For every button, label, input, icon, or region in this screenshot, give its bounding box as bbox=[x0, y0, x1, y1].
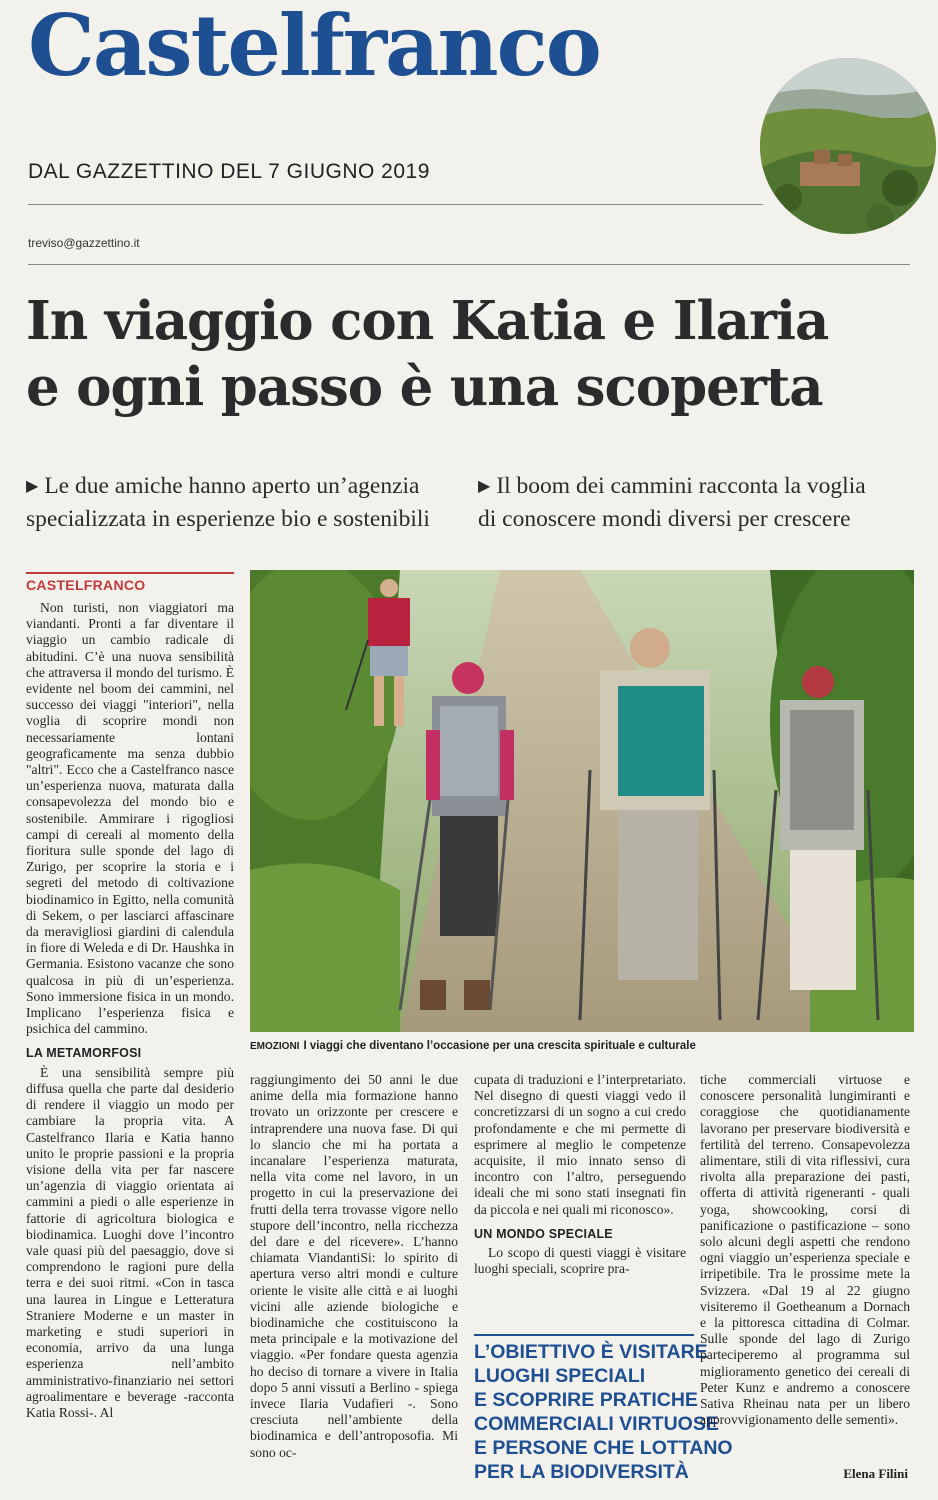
body-column-3 bbox=[474, 1072, 686, 1277]
pull-quote-line: E PERSONE CHE LOTTANO bbox=[474, 1437, 733, 1459]
pull-quote-line: COMMERCIALI VIRTUOSE bbox=[474, 1413, 719, 1435]
contact-email[interactable]: treviso@gazzettino.it bbox=[28, 236, 140, 250]
paragraph: È una sensibilità sempre più diffusa quella che parte dal desiderio di rendere il viaggio un modo per cambiare la propria vita. A Castelfranco Ilaria e Katia hanno unito le proprie passioni e la propria visione della vita per far nascere un’agenzia di viaggio orientata ai cammini a piedi o alle esperienze in fattorie di agricoltura biologica e biodinamica. Luoghi dove l’incontro vale quasi più del paesaggio, dove si comprendono le ragioni pure della terra e dei suoi ritmi. «Con in tasca una laurea in Lingue e Letteratura Straniere Moderne e un master in marketing e studi superiori in economia, arrivo da una lunga esperienza nell’ambito amministrativo-finanziario nei settori agroalimentare e beverage -racconta Katia Rossi-. Al bbox=[26, 1064, 234, 1420]
triangle-right-icon: ▶ bbox=[478, 478, 491, 495]
caption-text: I viaggi che diventano l’occasione per una crescita spirituale e culturale bbox=[303, 1040, 696, 1052]
subhead-left bbox=[26, 470, 466, 535]
body-column-2 bbox=[250, 1072, 458, 1461]
paragraph: Non turisti, non viaggiatori ma viandanti. Pronti a far diventare il viaggio un cambio radicale di abitudini. C’è una nuova sensibilità che attraversa il mondo del turismo. È evidente nel boom dei cammini, nel successo dei viaggi "interiori", nella voglia di scoprire mondi non necessariamente lontani geograficamente ma senza dubbio "altri". Ecco che a Castelfranco nasce un’esperienza nuova, maturata dalla consapevolezza del mondo bio e sostenibile. Ammirare i rigogliosi campi di cereali al momento della fioritura sulle sponde del lago di Zurigo, per scoprire la storia e i segreti del metodo di coltivazione biodinamico in Egitto, nella comunità di Sekem, o per lasciarci affascinare da meravigliosi giardini di calendula in fiore di Weleda e di Dr. Haushka in Germania. Esistono vacanze che sono qualcosa in più di un’esperienza. Sono immersione fisica in un mondo. Implicano l’esperienza fisica e psichica del cammino. bbox=[26, 600, 234, 1037]
subhead-right-line-2: di conoscere mondi diversi per crescere bbox=[478, 506, 851, 532]
pull-quote-line: E SCOPRIRE PRATICHE bbox=[474, 1389, 698, 1411]
triangle-right-icon: ▶ bbox=[26, 478, 39, 495]
photo-caption bbox=[250, 1040, 914, 1052]
body-column-4 bbox=[700, 1072, 910, 1428]
pull-quote bbox=[474, 1334, 733, 1484]
subhead-left-line-2: specializzata in esperienze bio e sostenibili bbox=[26, 506, 430, 532]
divider-header bbox=[28, 264, 910, 265]
paragraph: cupata di traduzioni e l’interpretariato. Nel disegno di questi viaggi vedo il concretizzarsi di un sogno a cui credo profondamente e che mi permette di esprimere al meglio le competenze acquisite, il mio innato senso di incontro con l’altro, perseguendo ideali che mi sono stati insegnati fin da piccola e nei quali mi riconosco». bbox=[474, 1072, 686, 1217]
headline bbox=[26, 288, 916, 420]
subhead-right-line-1: Il boom dei cammini racconta la voglia bbox=[496, 473, 866, 499]
divider-top bbox=[28, 204, 763, 205]
subheading-mondo-speciale: UN MONDO SPECIALE bbox=[474, 1226, 613, 1241]
masthead: Castelfranco bbox=[28, 0, 600, 95]
pull-quote-line: LUOGHI SPECIALI bbox=[474, 1365, 646, 1387]
headline-line-2: e ogni passo è una scoperta bbox=[26, 356, 823, 418]
subheading-metamorfosi: LA METAMORFOSI bbox=[26, 1046, 142, 1061]
headline-line-1: In viaggio con Katia e Ilaria bbox=[26, 290, 829, 352]
pull-quote-line: PER LA BIODIVERSITÀ bbox=[474, 1461, 689, 1483]
paragraph: Lo scopo di questi viaggi è visitare luoghi speciali, scoprire pra- bbox=[474, 1245, 686, 1277]
hikers-illustration bbox=[250, 570, 914, 1032]
paragraph: raggiungimento dei 50 anni le due anime della mia formazione hanno trovato un orizzonte per crescere e intraprendere una nuova fase. Di qui lo slancio che mi ha portata a incanalare l’esperienza maturata, nella vita come nel lavoro, in un progetto in cui la preservazione dei frutti della terra trovasse vigore nello stupore dell’incontro, nella ricchezza del dare e del ricevere». L’hanno chiamata ViandantiSi: lo spirito di apertura verso altri mondi e culture oriente le visite alle città e ai luoghi vicini alle aziende biologiche e biodinamiche che costituiscono la meta principale e la motivazione del viaggio. «Per fondare questa agenzia ho deciso di tornare a vivere in Italia dopo 5 anni vissuti a Berlino - spiega invece Ilaria Vudafieri -. Sono cresciuta nell’ambiente della biodinamica e dell’antroposofia. Mi sono oc- bbox=[250, 1072, 458, 1460]
body-column-1 bbox=[26, 600, 234, 1421]
landscape-illustration bbox=[760, 58, 936, 234]
subhead-left-line-1: Le due amiche hanno aperto un’agenzia bbox=[44, 473, 420, 499]
pull-quote-line: L’OBIETTIVO È VISITARE bbox=[474, 1341, 708, 1363]
hikers-photo bbox=[250, 570, 914, 1032]
paragraph: tiche commerciali virtuose e conoscere personalità lungimiranti e coraggiose che quotidianamente lavorano per preservare biodiversità e fertilità del terreno. Consapevolezza alimentare, stili di vita riflessivi, cura rivolta alla preparazione dei pasti, offerta di attività rigeneranti - quali yoga, showcooking, corsi di panificazione o pastificazione – sono solo alcuni degli aspetti che rendono ogni viaggio un’esperienza speciale e irripetibile. Tra le prossime mete la Svizzera. «Dal 19 al 22 giugno visiteremo il Goetheanum a Dornach e la pittoresca cittadina di Colmar. Sulle sponde del lago di Zurigo parteciperemo al programma sul miglioramento genetico dei cereali di Peter Kunz e andremo a conoscere Sativa Rheinau nata per un libero approvvigionamento delle sementi». bbox=[700, 1072, 910, 1428]
author-signature: Elena Filini bbox=[843, 1466, 908, 1481]
landscape-photo bbox=[760, 58, 936, 234]
subhead-right bbox=[478, 470, 918, 535]
caption-label: EMOZIONI bbox=[250, 1041, 300, 1052]
dateline: DAL GAZZETTINO DEL 7 GIUGNO 2019 bbox=[28, 160, 430, 183]
section-label: CASTELFRANCO bbox=[26, 572, 234, 593]
